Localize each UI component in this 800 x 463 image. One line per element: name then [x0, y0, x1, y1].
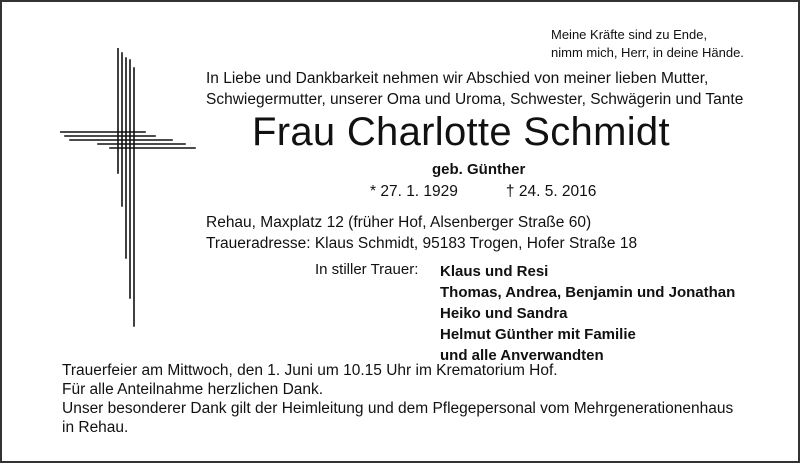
list-item: Heiko und Sandra	[440, 305, 568, 322]
intro-line-2: Schwiegermutter, unserer Oma und Uroma, Schwester, Schwägerin und Tante	[206, 91, 744, 108]
life-dates	[370, 183, 596, 201]
special-thanks-line-2: in Rehau.	[62, 419, 129, 436]
intro-text	[206, 68, 743, 110]
footer-text	[62, 361, 733, 437]
residence-address: Rehau, Maxplatz 12 (früher Hof, Alsenberger Straße 60)	[206, 214, 592, 231]
list-item: und alle Anverwandten	[440, 347, 604, 364]
maiden-name: geb. Günther	[432, 161, 526, 178]
ceremony-info: Trauerfeier am Mittwoch, den 1. Juni um 10.15 Uhr im Krematorium Hof.	[62, 362, 558, 379]
death-date: † 24. 5. 2016	[505, 183, 597, 200]
deceased-name: Frau Charlotte Schmidt	[252, 110, 670, 154]
list-item: Helmut Günther mit Familie	[440, 326, 636, 343]
verse-line-2: nimm mich, Herr, in deine Hände.	[551, 45, 744, 60]
cross-icon	[60, 48, 200, 328]
mourning-address: Traueradresse: Klaus Schmidt, 95183 Trogen, Hofer Straße 18	[206, 235, 638, 252]
verse-line-1: Meine Kräfte sind zu Ende,	[551, 27, 708, 42]
list-item: Klaus und Resi	[440, 263, 549, 280]
intro-line-1: In Liebe und Dankbarkeit nehmen wir Abschied von meiner lieben Mutter,	[206, 70, 709, 87]
birth-date: * 27. 1. 1929	[370, 183, 458, 200]
list-item: Thomas, Andrea, Benjamin und Jonathan	[440, 284, 736, 301]
mourners-list	[440, 261, 735, 366]
verse	[551, 26, 744, 62]
thanks-line: Für alle Anteilnahme herzlichen Dank.	[62, 381, 324, 398]
address-block	[206, 212, 637, 254]
mourning-label: In stiller Trauer:	[315, 261, 419, 278]
special-thanks-line-1: Unser besonderer Dank gilt der Heimleitung und dem Pflegepersonal vom Mehrgenerationenhaus	[62, 400, 734, 417]
